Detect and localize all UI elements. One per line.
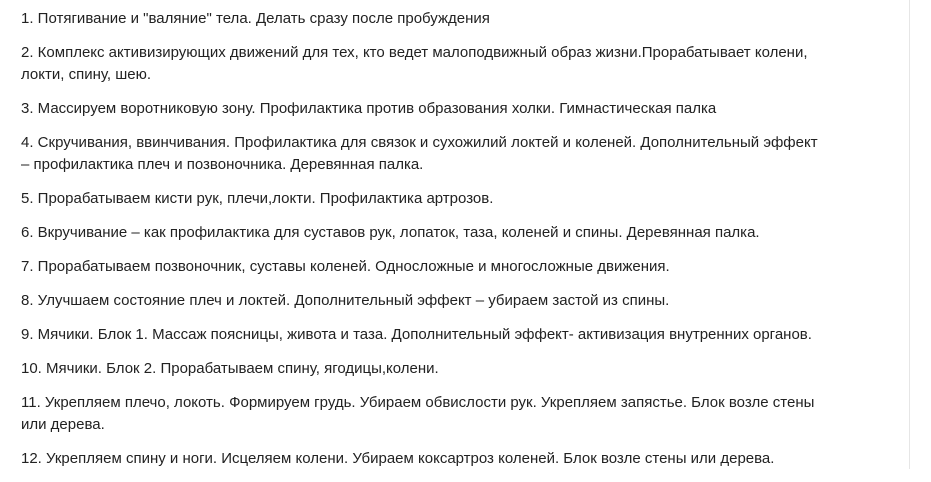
item-text: или дерева. [21,416,105,433]
item-text: 9. Мячики. Блок 1. Массаж поясницы, живота и таза. Дополнительный эффект- активизация внутренних органов. [21,326,812,343]
list-item [21,290,901,312]
item-text: 2. Комплекс активизирующих движений для тех, кто ведет малоподвижный образ жизни.Прорабатывает колени, [21,44,808,61]
list-item [21,8,901,30]
item-text: 11. Укрепляем плечо, локоть. Формируем грудь. Убираем обвислости рук. Укрепляем запястье. Блок возле стены [21,394,815,411]
list-item [21,448,901,470]
exercise-list [21,8,901,482]
page-edge [909,0,931,469]
list-item [21,98,901,120]
item-text: 12. Укрепляем спину и ноги. Исцеляем колени. Убираем коксартроз коленей. Блок возле стены или дерева. [21,450,775,467]
list-item [21,256,901,278]
list-item [21,392,901,436]
item-text: – профилактика плеч и позвоночника. Деревянная палка. [21,156,424,173]
list-item [21,188,901,210]
list-item [21,132,901,176]
item-text: 1. Потягивание и "валяние" тела. Делать сразу после пробуждения [21,10,490,27]
item-text: локти, спину, шею. [21,66,151,83]
item-text: 10. Мячики. Блок 2. Прорабатываем спину, ягодицы,колени. [21,360,439,377]
list-item [21,222,901,244]
list-item [21,42,901,86]
item-text: 7. Прорабатываем позвоночник, суставы коленей. Односложные и многосложные движения. [21,258,670,275]
item-text: 8. Улучшаем состояние плеч и локтей. Дополнительный эффект – убираем застой из спины. [21,292,670,309]
item-text: 5. Прорабатываем кисти рук, плечи,локти. Профилактика артрозов. [21,190,494,207]
item-text: 4. Скручивания, ввинчивания. Профилактика для связок и сухожилий локтей и коленей. Дополнительный эффект [21,134,818,151]
item-text: 3. Массируем воротниковую зону. Профилактика против образования холки. Гимнастическая палка [21,100,717,117]
item-text: 6. Вкручивание – как профилактика для суставов рук, лопаток, таза, коленей и спины. Деревянная палка. [21,224,760,241]
list-item [21,358,901,380]
list-item [21,324,901,346]
